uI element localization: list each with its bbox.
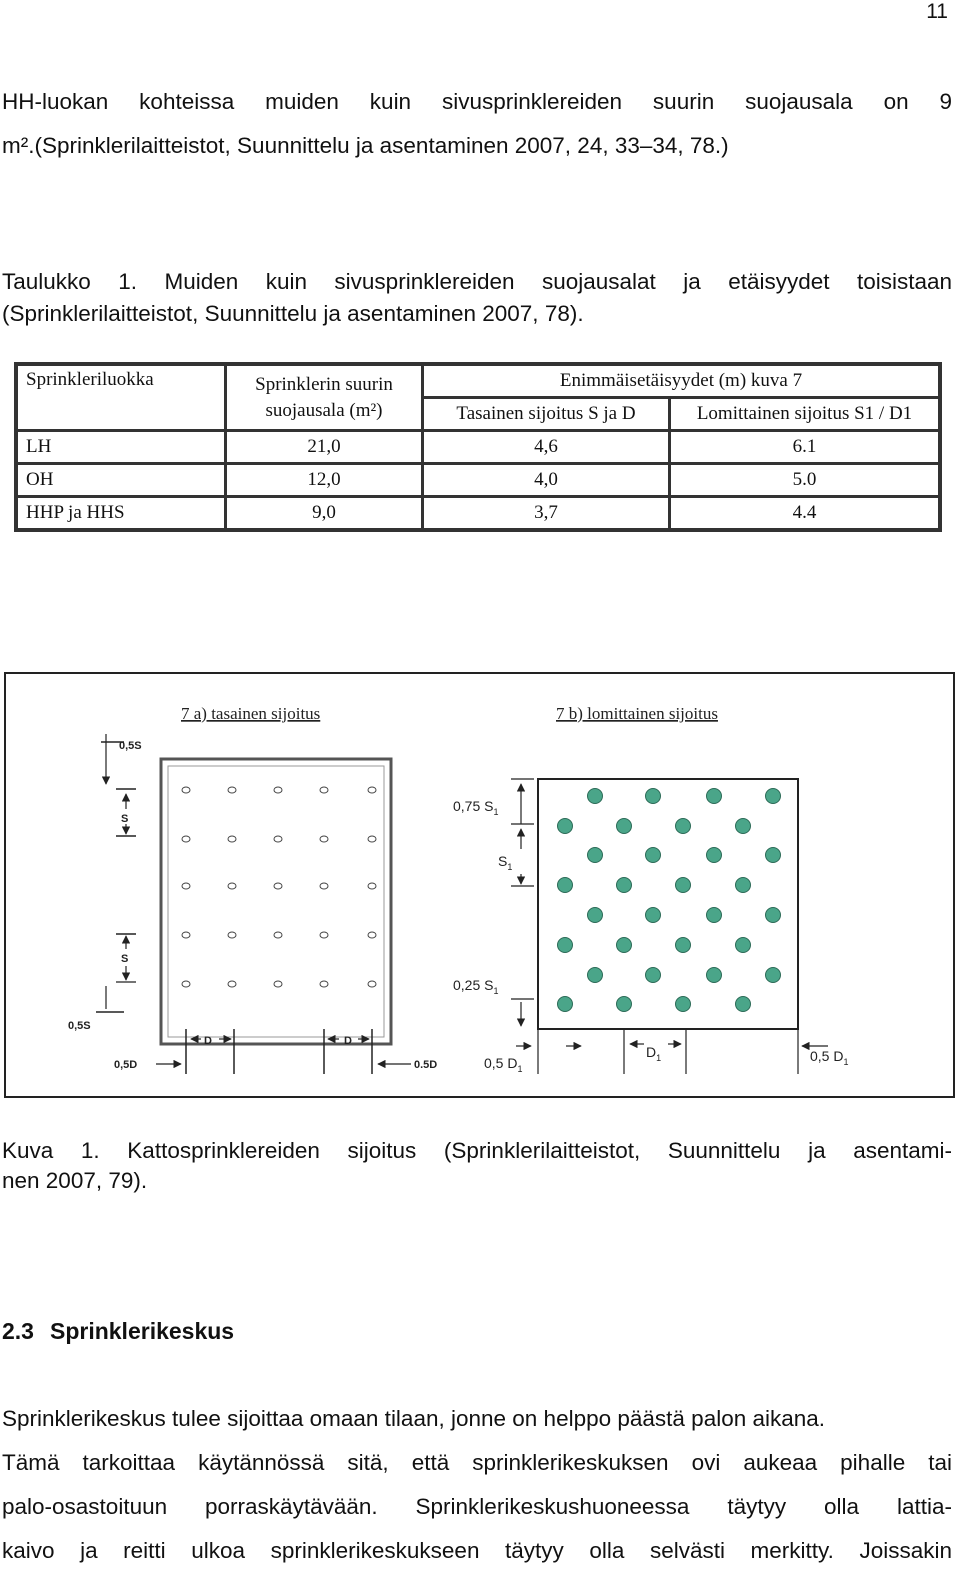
cell-area: 21,0 <box>226 431 423 464</box>
paragraph-line: palo-osastoituun porraskäytävään. Sprinklerikeskushuoneessa täytyy olla lattia- <box>2 1494 952 1519</box>
sprinkler-head <box>368 836 376 842</box>
staggered-sprinkler-grid <box>558 789 781 1012</box>
sprinkler-head <box>646 908 661 923</box>
label-d1 <box>646 1044 661 1063</box>
label-05d1-left <box>484 1055 522 1074</box>
sprinkler-head <box>320 981 328 987</box>
label-s: S <box>121 813 129 825</box>
cell-staggered: 6.1 <box>670 431 941 464</box>
table-row <box>16 464 940 497</box>
label-s1 <box>498 853 512 872</box>
sprinkler-head <box>707 908 722 923</box>
cell-staggered: 4.4 <box>670 497 941 531</box>
figure-caption-line: Kuva 1. Kattosprinklereiden sijoitus (Sprinklerilaitteistot, Suunnittelu ja asentami- <box>2 1138 952 1163</box>
label-05d-right: 0.5D <box>414 1059 438 1071</box>
sprinkler-layout-figure <box>4 672 955 1098</box>
sprinkler-head <box>368 981 376 987</box>
sprinkler-head <box>736 819 751 834</box>
sprinkler-head <box>368 883 376 889</box>
figure-title-b: 7 b) lomittainen sijoitus <box>556 704 718 723</box>
cell-even: 4,0 <box>423 464 670 497</box>
label-s1-text: S <box>498 853 508 869</box>
sprinkler-head <box>617 938 632 953</box>
label-025s1-text: 0,25 S <box>453 977 494 993</box>
subscript-one: 1 <box>656 1053 662 1063</box>
label-d1-text: D <box>646 1044 657 1060</box>
sprinkler-head <box>182 836 190 842</box>
table-row <box>16 497 940 531</box>
sprinkler-head <box>676 997 691 1012</box>
sprinkler-head <box>736 938 751 953</box>
sprinkler-head <box>707 848 722 863</box>
label-05d1-right <box>810 1048 848 1067</box>
sprinkler-head <box>676 819 691 834</box>
subscript-one: 1 <box>517 1064 523 1074</box>
sprinkler-head <box>320 836 328 842</box>
section-title: Sprinklerikeskus <box>49 1318 235 1344</box>
table-row <box>16 431 940 464</box>
cell-class: OH <box>16 464 226 497</box>
label-025s1 <box>453 977 499 996</box>
page-number: 11 <box>926 0 948 23</box>
paragraph-line: Tämä tarkoittaa käytännössä sitä, että sprinklerikeskuksen ovi aukeaa pihalle tai <box>2 1450 952 1475</box>
subscript-one: 1 <box>493 807 499 817</box>
sprinkler-head <box>558 938 573 953</box>
sprinkler-head <box>617 878 632 893</box>
sprinkler-head <box>766 848 781 863</box>
sprinkler-head <box>736 997 751 1012</box>
subscript-one: 1 <box>507 862 513 872</box>
label-d: D <box>204 1035 212 1047</box>
sprinkler-head <box>320 787 328 793</box>
sprinkler-head <box>558 819 573 834</box>
paragraph-intro <box>2 80 952 168</box>
label-05d-left: 0,5D <box>114 1059 138 1071</box>
sprinkler-head <box>766 789 781 804</box>
paragraph-line: kaivo ja reitti ulkoa sprinklerikeskukseen täytyy olla selvästi merkitty. Joissakin <box>2 1538 952 1563</box>
sprinkler-head <box>368 932 376 938</box>
sprinkler-head <box>646 789 661 804</box>
sprinkler-head <box>766 908 781 923</box>
cell-even: 4,6 <box>423 431 670 464</box>
sprinkler-head <box>617 997 632 1012</box>
cell-class: LH <box>16 431 226 464</box>
sprinkler-head <box>274 981 282 987</box>
sprinkler-head <box>320 932 328 938</box>
label-d: D <box>344 1035 352 1047</box>
subscript-one: 1 <box>843 1057 849 1067</box>
sprinkler-head <box>228 981 236 987</box>
sprinkler-head <box>707 968 722 983</box>
cell-area: 9,0 <box>226 497 423 531</box>
sprinkler-head <box>182 883 190 889</box>
sprinkler-head <box>588 848 603 863</box>
sprinkler-head <box>707 789 722 804</box>
sprinkler-head <box>228 787 236 793</box>
cell-staggered: 5.0 <box>670 464 941 497</box>
even-sprinkler-grid <box>182 787 376 987</box>
label-05d1-left-text: 0,5 D <box>484 1055 518 1071</box>
sprinkler-head <box>736 878 751 893</box>
sprinkler-head <box>182 932 190 938</box>
label-s: S <box>121 953 129 965</box>
room-outline-b <box>538 779 798 1029</box>
sprinkler-head <box>646 968 661 983</box>
sprinkler-head <box>676 878 691 893</box>
sprinkler-head <box>676 938 691 953</box>
cell-even: 3,7 <box>423 497 670 531</box>
room-outline-a <box>161 759 391 1044</box>
sprinkler-head <box>617 819 632 834</box>
header-area-line: Sprinklerin suurin <box>255 373 393 395</box>
sprinkler-head <box>558 997 573 1012</box>
paragraph-line: m².(Sprinklerilaitteistot, Suunnittelu ja asentaminen 2007, 24, 33–34, 78.) <box>2 133 729 158</box>
cell-class: HHP ja HHS <box>16 497 226 531</box>
sprinkler-head <box>274 787 282 793</box>
paragraph-line: Sprinklerikeskus tulee sijoittaa omaan tilaan, jonne on helppo päästä palon aikana. <box>2 1406 826 1431</box>
sprinkler-head <box>274 836 282 842</box>
label-075s1-text: 0,75 S <box>453 798 494 814</box>
figure-caption <box>2 1136 952 1196</box>
label-05s-top: 0,5S <box>119 740 142 752</box>
header-staggered: Lomittainen sijoitus S1 / D1 <box>670 398 941 431</box>
table-caption-line: (Sprinklerilaitteistot, Suunnittelu ja asentaminen 2007, 78). <box>2 301 584 326</box>
sprinkler-head <box>274 883 282 889</box>
sprinkler-head <box>228 883 236 889</box>
paragraph-line: HH-luokan kohteissa muiden kuin sivusprinklereiden suurin suojausala on 9 <box>2 89 952 114</box>
sprinkler-head <box>182 787 190 793</box>
label-05d1-right-text: 0,5 D <box>810 1048 844 1064</box>
figure-title-a: 7 a) tasainen sijoitus <box>181 704 321 723</box>
subscript-one: 1 <box>493 986 499 996</box>
cell-area: 12,0 <box>226 464 423 497</box>
sprinkler-head <box>274 932 282 938</box>
sprinkler-head <box>588 968 603 983</box>
sprinkler-head <box>588 908 603 923</box>
sprinkler-head <box>368 787 376 793</box>
section-heading <box>2 1318 234 1345</box>
sprinkler-table <box>14 362 942 532</box>
sprinkler-head <box>646 848 661 863</box>
room-inner-a <box>168 766 384 1037</box>
section-number: 2.3 <box>2 1318 34 1344</box>
paragraph-sprinkler-center <box>2 1397 952 1573</box>
sprinkler-head <box>320 883 328 889</box>
table-caption-line: Taulukko 1. Muiden kuin sivusprinklereiden suojausalat ja etäisyydet toisistaan <box>2 269 952 294</box>
label-075s1 <box>453 798 499 817</box>
sprinkler-head <box>182 981 190 987</box>
label-05s-bottom: 0,5S <box>68 1020 91 1032</box>
header-class: Sprinkleriluokka <box>16 364 226 431</box>
sprinkler-head <box>766 968 781 983</box>
header-area <box>226 364 423 431</box>
figure-canvas <box>6 674 953 1096</box>
sprinkler-head <box>558 878 573 893</box>
figure-caption-line: nen 2007, 79). <box>2 1168 148 1193</box>
sprinkler-head <box>228 932 236 938</box>
sprinkler-head <box>588 789 603 804</box>
table-caption <box>2 266 952 330</box>
sprinkler-head <box>228 836 236 842</box>
header-distances: Enimmäisetäisyydet (m) kuva 7 <box>423 364 941 398</box>
header-even: Tasainen sijoitus S ja D <box>423 398 670 431</box>
header-area-line: suojausala (m²) <box>265 399 383 421</box>
